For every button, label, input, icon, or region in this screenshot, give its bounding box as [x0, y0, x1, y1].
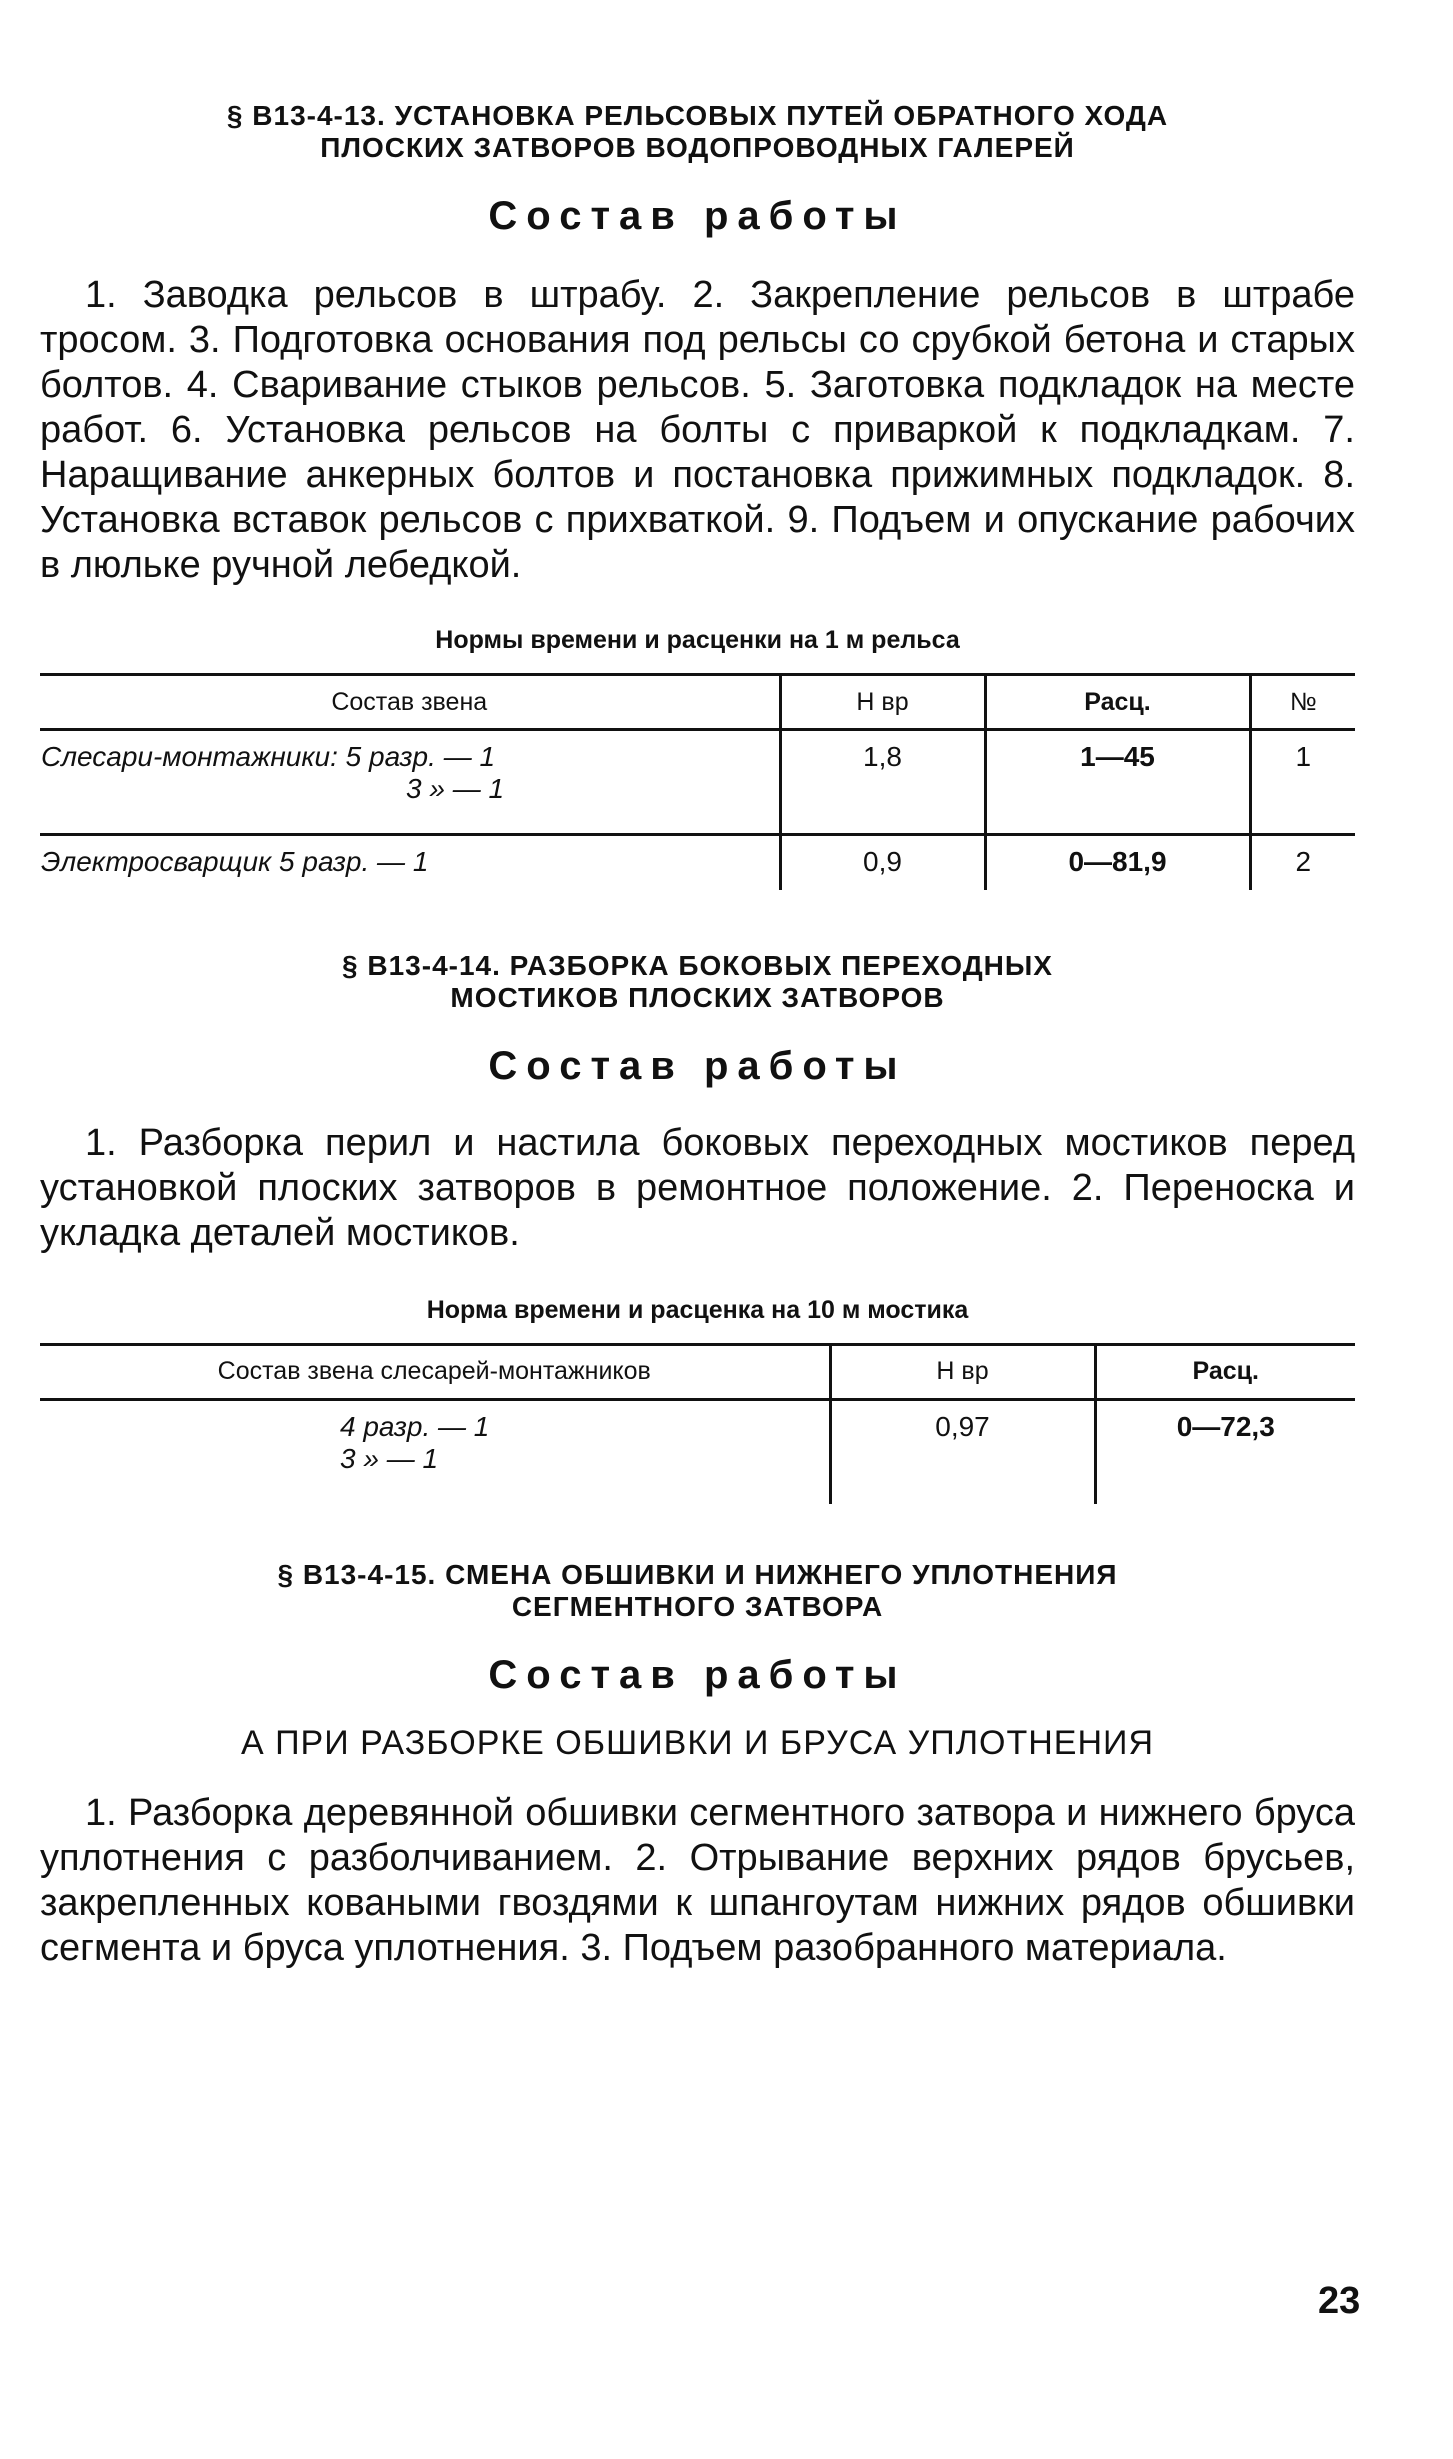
table-row [40, 1399, 1355, 1504]
section-subtitle: Состав работы [488, 1653, 907, 1697]
document-page [40, 0, 1355, 1971]
page-number: 23 [1318, 2280, 1361, 2322]
table-header: Состав звена [40, 675, 780, 730]
table-header: Расц. [1095, 1344, 1355, 1399]
section-body: 1. Разборка перил и настила боковых переходных мостиков перед установкой плоских затворов в ремонтное положение. 2. Переноска и укладка деталей мостиков. [40, 1121, 1355, 1254]
section-heading-line2: МОСТИКОВ ПЛОСКИХ ЗАТВОРОВ [450, 981, 945, 1013]
name-line: Слесари-монтажники: 5 разр. — 1 [41, 741, 496, 772]
table-header: Расц. [985, 675, 1250, 730]
section-heading-line1: § В13-4-15. СМЕНА ОБШИВКИ И НИЖНЕГО УПЛОТНЕНИЯ [277, 1559, 1118, 1590]
table-cell-rasc: 0—81,9 [985, 835, 1250, 890]
table-cell-name [40, 730, 780, 835]
table-cell-num: 1 [1250, 730, 1355, 835]
table-row [40, 730, 1355, 835]
norms-table [40, 673, 1355, 890]
table-cell-nvr: 1,8 [780, 730, 985, 835]
section-body: 1. Заводка рельсов в штрабу. 2. Закрепление рельсов в штрабе тросом. 3. Подготовка основания под рельсы со срубкой бетона и старых болтов. 4. Сваривание стыков рельсов. 5. Заготовка подкладок на месте работ. 6. Установка рельсов на болты с приваркой к подкладкам. 7. Наращивание анкерных болтов и постановка прижимных подкладок. 8. Установка вставок рельсов с прихваткой. 9. Подъем и опускание рабочих в люльке ручной лебедкой. [40, 274, 1355, 586]
table-row [40, 835, 1355, 890]
table-cell-rasc: 1—45 [985, 730, 1250, 835]
section-heading-line2: СЕГМЕНТНОГО ЗАТВОРА [511, 1591, 884, 1622]
table-cell-nvr: 0,97 [830, 1399, 1095, 1504]
name-line: 4 разр. — 1 [340, 1410, 490, 1442]
table-cell-rasc: 0—72,3 [1095, 1399, 1355, 1504]
table-cell-nvr: 0,9 [780, 835, 985, 890]
table-caption: Норма времени и расценка на 10 м мостика [426, 1295, 969, 1324]
section-subtitle: Состав работы [488, 194, 907, 238]
table-header: Состав звена слесарей-монтажников [40, 1344, 830, 1399]
section-heading-line2: ПЛОСКИХ ЗАТВОРОВ ВОДОПРОВОДНЫХ ГАЛЕРЕЙ [320, 132, 1075, 163]
table-header: Н вр [830, 1344, 1095, 1399]
table-header: № [1250, 675, 1355, 730]
table-cell-num: 2 [1250, 835, 1355, 890]
section-heading-line1: § В13-4-13. УСТАНОВКА РЕЛЬСОВЫХ ПУТЕЙ ОБРАТНОГО ХОДА [226, 100, 1169, 131]
section-body: 1. Разборка деревянной обшивки сегментного затвора и нижнего бруса уплотнения с разболчиванием. 2. Отрывание верхних рядов брусьев, закрепленных коваными гвоздями к шпангоутам нижних рядов обшивки сегмента и бруса уплотнения. 3. Подъем разобранного материала. [40, 1792, 1355, 1969]
section-heading-line1: § В13-4-14. РАЗБОРКА БОКОВЫХ ПЕРЕХОДНЫХ [342, 949, 1053, 981]
table-cell-name [40, 1399, 830, 1504]
norms-table [40, 1343, 1355, 1505]
name-line: 3 » — 1 [406, 773, 505, 804]
section-subheading: А ПРИ РАЗБОРКЕ ОБШИВКИ И БРУСА УПЛОТНЕНИЯ [240, 1724, 1155, 1762]
table-caption: Нормы времени и расценки на 1 м рельса [435, 626, 960, 654]
table-header: Н вр [780, 675, 985, 730]
name-line: 3 » — 1 [340, 1442, 439, 1474]
table-cell-name: Электросварщик 5 разр. — 1 [41, 846, 429, 877]
section-subtitle: Состав работы [488, 1043, 907, 1088]
